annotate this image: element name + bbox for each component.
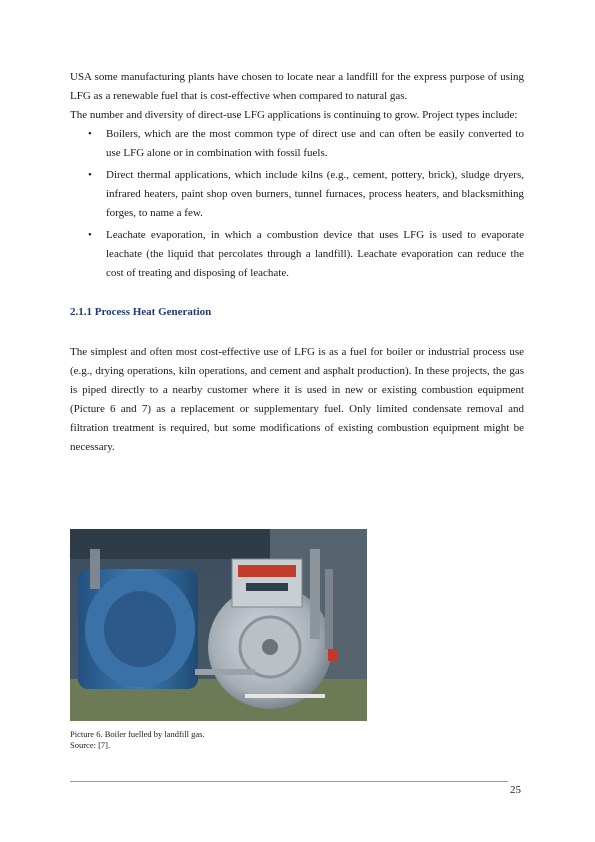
list-item [70,125,524,163]
bullet-glyph: • [88,169,92,181]
list-item-text: Boilers, which are the most common type of direct use and can often be easily converted to use LFG alone or in combination with fossil fuels. [106,128,524,159]
caption-title: Picture 6. Boiler fuelled by landfill gas. [70,729,205,739]
paragraph-intro: USA some manufacturing plants have chosen to locate near a landfill for the express purpose of using LFG as a renewable fuel that is cost-effective when compared to natural gas. [70,71,524,102]
list-item [70,166,524,223]
page-number: 25 [510,784,521,796]
list-item-text: Leachate evaporation, in which a combustion device that uses LFG is used to evaporate leachate (the liquid that percolates through a landfill). Leachate evaporation can reduce the cost of treating and disposing of leachate. [106,229,524,279]
footer-rule [70,781,508,782]
paragraph-project-types: The number and diversity of direct-use LFG applications is continuing to grow. Project types include: [70,109,518,121]
bullet-glyph: • [88,128,92,140]
paragraph-process-heat: The simplest and often most cost-effective use of LFG is as a fuel for boiler or industrial process use (e.g., drying operations, kiln operations, and cement and asphalt production). In these projects, the gas is piped directly to a nearby customer where it is used in new or existing combustion equipment (Picture 6 and 7) as a replacement or supplementary fuel. Only limited condensate removal and filtration treatment is required, but some modifications of existing combustion equipment might be necessary. [70,346,524,453]
section-heading: 2.1.1 Process Heat Generation [70,306,212,318]
caption-source: Source: [7]. [70,740,111,750]
list-item-text: Direct thermal applications, which include kilns (e.g., cement, pottery, brick), sludge dryers, infrared heaters, paint shop oven burners, tunnel furnaces, process heaters, and blacksmithing forges, to name a few. [106,169,524,219]
figure-caption [70,729,205,751]
page-body [70,68,524,457]
list-item [70,226,524,283]
project-types-list [70,125,524,283]
bullet-glyph: • [88,229,92,241]
boiler-photo [70,529,367,721]
